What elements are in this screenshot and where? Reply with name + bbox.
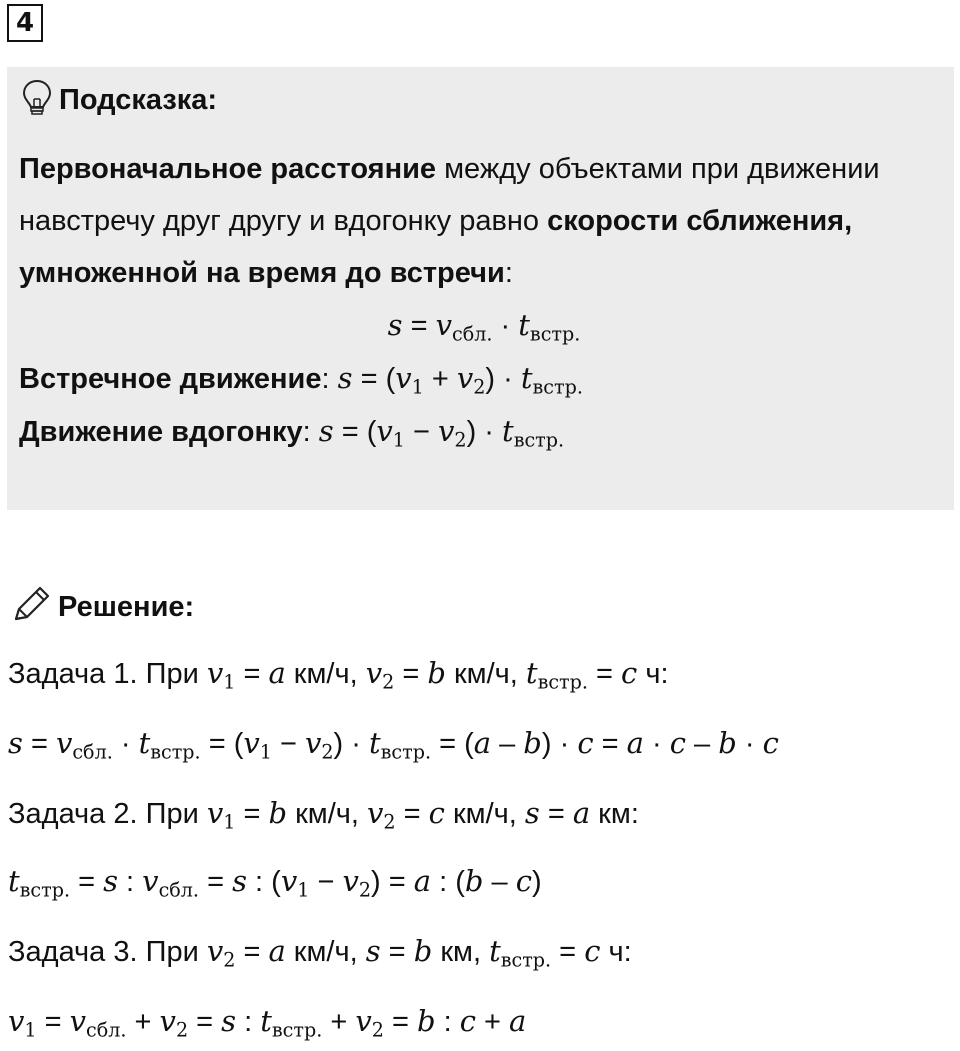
hint-bold-speed: скорости сближения, умноженной на время до встречи xyxy=(19,205,853,289)
solution-title: Решение: xyxy=(58,591,195,623)
chase-label: Движение вдогонку xyxy=(19,416,303,448)
hint-text-1: между объектами при движении навстречу друг другу и вдогонку равно xyxy=(19,153,880,237)
hint-text xyxy=(19,143,949,458)
formula-meet: Встречное движение: $s = (v_1 + v_2) \cdot t_{встр.}$ xyxy=(19,361,583,399)
hint-text-2: : xyxy=(504,257,513,289)
formula-chase: Движение вдогонку: $s = (v_1 - v_2) \cdot t_{встр.}$ xyxy=(19,414,565,452)
task2-condition: Задача 2. При $v_1 = b$ км/ч, $v_2 = c$ км/ч, s = a км: xyxy=(8,796,639,834)
task1-condition: Задача 1. При $v_1 = a$ км/ч, $v_2 = b$ км/ч, $t_{встр.} = c$ ч: xyxy=(8,656,669,694)
formula-main: $s = v_{сбл.} \cdot t_{встр.}$ xyxy=(387,308,581,346)
hint-header xyxy=(21,79,217,122)
task1-solution: $s = v_{сбл.} \cdot t_{встр.} = (v_1 - v_2) \cdot t_{встр.} = (a - b) \cdot c = a \cdot c - b \cdot c$ xyxy=(8,726,779,764)
meet-label: Встречное движение xyxy=(19,363,322,395)
hint-box xyxy=(7,67,954,510)
lightbulb-icon xyxy=(21,79,53,122)
task2-solution: $t_{встр.} = s$ : $v_{сбл.} = s$ : $(v_1 - v_2) = a$ : (b – c) xyxy=(8,864,542,902)
task3-solution: $v_1 = v_{сбл.} + v_2 = s$ : $t_{встр.} + v_2 = b$ : c + a xyxy=(8,1004,527,1042)
task-number: 4 xyxy=(7,4,43,42)
task3-condition: Задача 3. При $v_2 = a$ км/ч, s = b км, $t_{встр.} = c$ ч: xyxy=(8,934,632,972)
hint-bold-distance: Первоначальное расстояние xyxy=(19,153,437,185)
pencil-icon xyxy=(10,585,52,630)
hint-title: Подсказка: xyxy=(59,84,218,116)
solution-header xyxy=(10,585,194,630)
